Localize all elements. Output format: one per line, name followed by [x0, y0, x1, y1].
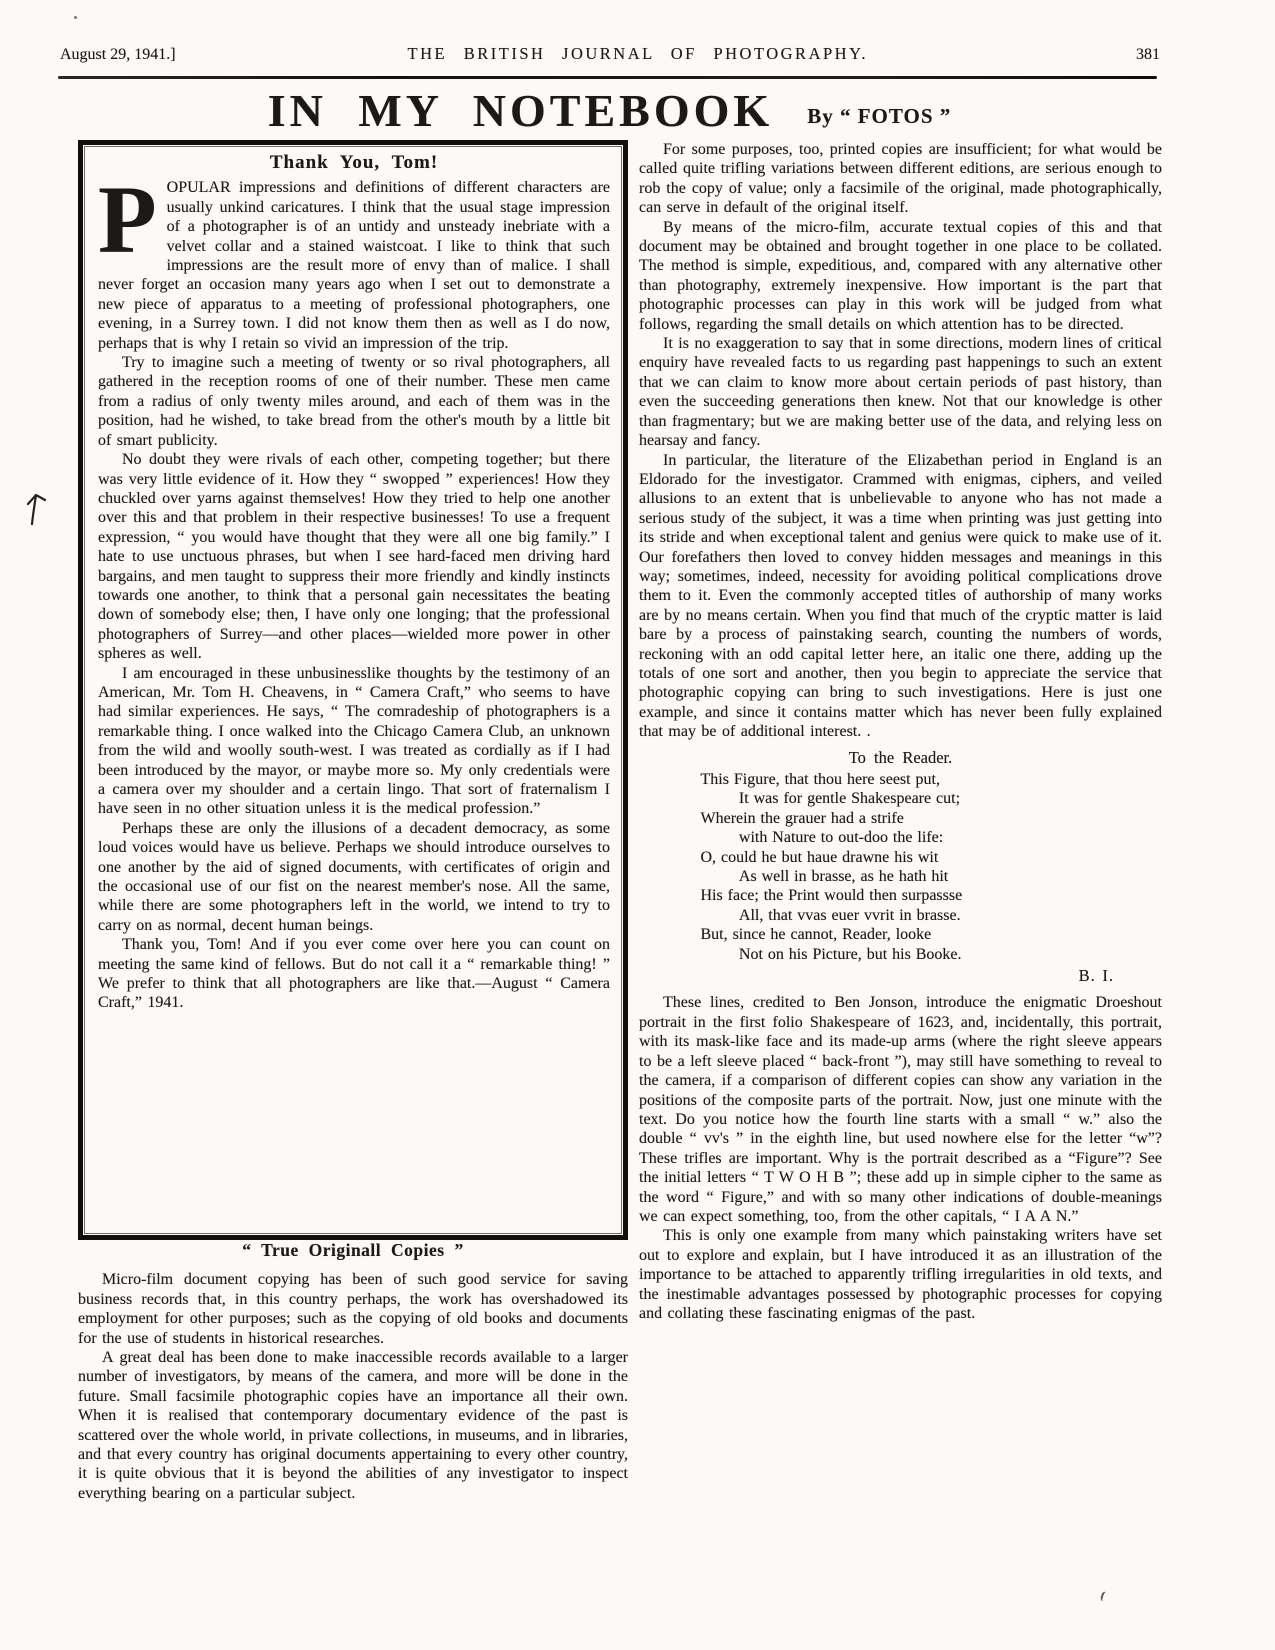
- right-column: [639, 140, 1162, 1650]
- issue-date: August 29, 1941.]: [60, 46, 176, 63]
- paragraph: Micro-film document copying has been of such good service for saving business records that, in this country perhaps, the work has overshadowed its employment for other purposes; such as the copying of old books and documents for the use of students in historical researches.: [78, 1271, 628, 1347]
- paragraph: Try to imagine such a meeting of twenty or so rival photographers, all gathered in the reception rooms of one of their number. These men came from a radius of only twenty miles around, and each of them was in the position, had he wished, to take bread from the other's mouth by a little bit of smart publicity.: [98, 354, 610, 449]
- boxed-article: [78, 140, 628, 1240]
- header-rule: [58, 76, 1157, 79]
- paragraph: In particular, the literature of the Elizabethan period in England is an Eldorado for the investigator. Crammed with enigmas, ciphers, and veiled allusions to an extent that is unbelievable to anyone who has not made a serious study of the subject, it was a time when printing was just getting into its stride and when exceptional talent and genius were quick to make use of it. Our forefathers then loved to convey hidden messages and meanings in this way; sometimes, indeed, necessity for avoiding political complications drove them to it. Even the commonly accepted titles of authorship of many works are by no means certain. When you find that much of the cryptic matter is laid bare by a process of painstaking search, counting the numbers of words, reckoning with an odd capital letter here, an italic one there, adding up the totals of one sort and another, then you begin to appreciate the service that photographic copying can bring to such investigations. Here is just one example, and since it contains matter which has never been fully explained that may be of additional interest. .: [639, 451, 1162, 741]
- page-header: [60, 44, 1160, 64]
- article-byline: By “ FOTOS ”: [807, 104, 952, 128]
- left-column: [78, 140, 628, 1650]
- paragraph-text: OPULAR impressions and definitions of different characters are usually unkind caricatures. I think that the usual stage impression of a photographer is of an untidy and unsteady inebriate with a velvet collar and a stained waistcoat. I like to think that such impressions are the result more of envy than of malice. I shall never forget an occasion many years ago when I set out to demonstrate a new piece of apparatus to a meeting of professional photographers, one evening, in a Surrey town. I did not know them then as well as I do now, perhaps that is why I retain so vivid an impression of the trip.: [98, 179, 610, 352]
- poem-line: His face; the Print would then surpassse: [700, 887, 963, 905]
- poem-title: To the Reader.: [848, 747, 953, 767]
- poem-line: Wherein the grauer had a strife: [700, 809, 904, 827]
- poem-signature: B. I.: [1078, 966, 1114, 986]
- drop-cap: P: [98, 166, 157, 274]
- poem-line: As well in brasse, as he hath hit: [738, 868, 949, 886]
- paragraph: A great deal has been done to make inaccessible records available to a larger number of investigators, by means of the camera, and more will be done in the future. Small facsimile photographic copies have an importance all their own. When it is realised that contemporary documentary evidence of the past is scattered over the whole world, in private collections, in museums, and in libraries, and that every country has original documents appertaining to every other country, it is quite obvious that it is beyond the abilities of any investigator to inspect everything bearing on a particular subject.: [78, 1349, 628, 1502]
- paragraph: No doubt they were rivals of each other, competing together; but there was very little evidence of it. How they “ swopped ” experiences! How they chuckled over yarns against themselves! How they tried to help one another over this and that problem in their respective businesses! To use a frequent expression, “ you would have thought that they were all one big family.” I hate to use unctuous phrases, but when I see hard-faced men driving hard bargains, and men taught to suppress their more friendly and kindly instincts towards one another, to think that a personal gain necessitates the beating down of somebody else; then, I have only one longing; that the professional photographers of Surrey—and other places—wielded more power in other spheres as well.: [98, 451, 610, 663]
- article-title-row: [0, 85, 1247, 136]
- paragraph: Thank you, Tom! And if you ever come over here you can count on meeting the same kind of fellows. But do not call it a “ remarkable thing! ” We prefer to think that all photographers are like that.—August “ Camera Craft,” 1941.: [98, 936, 610, 1012]
- paragraph: Perhaps these are only the illusions of a decadent democracy, as some loud voices would have us believe. Perhaps we should introduce ourselves to one another by the aid of signed documents, with certificates of origin and the occasional use of our fist on the nearest member's nose. All the same, while there are some photographers left in the world, we intend to try to carry on as normal, decent human beings.: [98, 819, 610, 934]
- paragraph: For some purposes, too, printed copies are insufficient; for what would be called quite trifling variations between different editions, are serious enough to rob the copy of value; only a facsimile of the original, made photographically, can serve in default of the original itself.: [639, 141, 1162, 217]
- ink-speck-top: [74, 16, 77, 19]
- two-column-body: [78, 140, 1162, 1650]
- poem-line: But, since he cannot, Reader, looke: [700, 926, 932, 944]
- poem-to-the-reader: [639, 748, 1162, 986]
- boxed-article-heading: Thank You, Tom!: [269, 152, 439, 173]
- paragraph: By means of the micro-film, accurate textual copies of this and that document may be obtained and brought together in one place to be collated. The method is simple, expeditious, and, compared with any alternative other than photography, extremely inexpensive. How important is the part that photographic processes can play in this work will be judged from what follows, regarding the small details on which attention has to be directed.: [639, 218, 1162, 333]
- paragraph: It is no exaggeration to say that in some directions, modern lines of critical enquiry have revealed facts to us regarding past happenings to such an extent that we can claim to know more about certain periods of past history, than even the succeeding generations then knew. Not that our knowledge is other than fragmentary; but we are making better use of the data, and relying less on hearsay and fancy.: [639, 335, 1162, 450]
- poem-line: All, that vvas euer vvrit in brasse.: [738, 906, 961, 924]
- section-heading: “ True Originall Copies ”: [242, 1240, 464, 1260]
- journal-title: THE BRITISH JOURNAL OF PHOTOGRAPHY.: [407, 44, 868, 63]
- poem-line: O, could he but haue drawne his wit: [700, 848, 939, 866]
- paragraph: This is only one example from many which painstaking writers have set out to explore and explain, but I have introduced it as an illustration of the importance to be attached to apparently trifling irregularities in old texts, and the inestimable advantages possessed by photographic processes for copying and collating these fascinating enigmas of the past.: [639, 1227, 1162, 1322]
- paragraph: [98, 166, 610, 353]
- article-title: IN MY NOTEBOOK: [267, 85, 774, 136]
- poem-lines: [701, 770, 1101, 964]
- poem-line: with Nature to out-doo the life:: [738, 829, 944, 847]
- poem-line: It was for gentle Shakespeare cut;: [738, 790, 961, 808]
- pen-margin-mark: [24, 488, 50, 528]
- page-number: 381: [1135, 46, 1160, 63]
- poem-line: This Figure, that thou here seest put,: [700, 771, 940, 788]
- paragraph: I am encouraged in these unbusinesslike thoughts by the testimony of an American, Mr. Tom H. Cheavens, in “ Camera Craft,” who seems to have had similar experiences. He says, “ The comradeship of photographers is a remarkable thing. I once walked into the Chicago Camera Club, an unknown from the wild and woolly south-west. I was treated as cordially as if I had been introduced by the mayor, or maybe more so. My only credentials were a camera over my shoulder and a certain lingo. That sort of fraternalism I have seen in no other situation unless it is the medical profession.”: [98, 664, 610, 818]
- paragraph: These lines, credited to Ben Jonson, introduce the enigmatic Droeshout portrait in the first folio Shakespeare of 1623, and, incidentally, this portrait, with its mask-like face and its made-up arms (where the right sleeve appears to be a left sleeve placed “ back-front ”), may still have something to reveal to the camera, if a comparison of different copies can show any variation in the positions of the composite parts of the portrait. Now, just one minute with the text. Do you notice how the fourth line starts with a small “ w.” also the double “ vv's ” in the eighth line, but used nowhere else for the letter “w”? These trifles are important. Why is the portrait described as a “Figure”? See the initial letters “ T W O H B ”; these add up in simple cipher to the same as the word “ Figure,” and with so many other indications of double-meanings we can expect something, too, from the other capitals, “ I A A N.”: [639, 994, 1162, 1225]
- poem-line: Not on his Picture, but his Booke.: [738, 945, 962, 963]
